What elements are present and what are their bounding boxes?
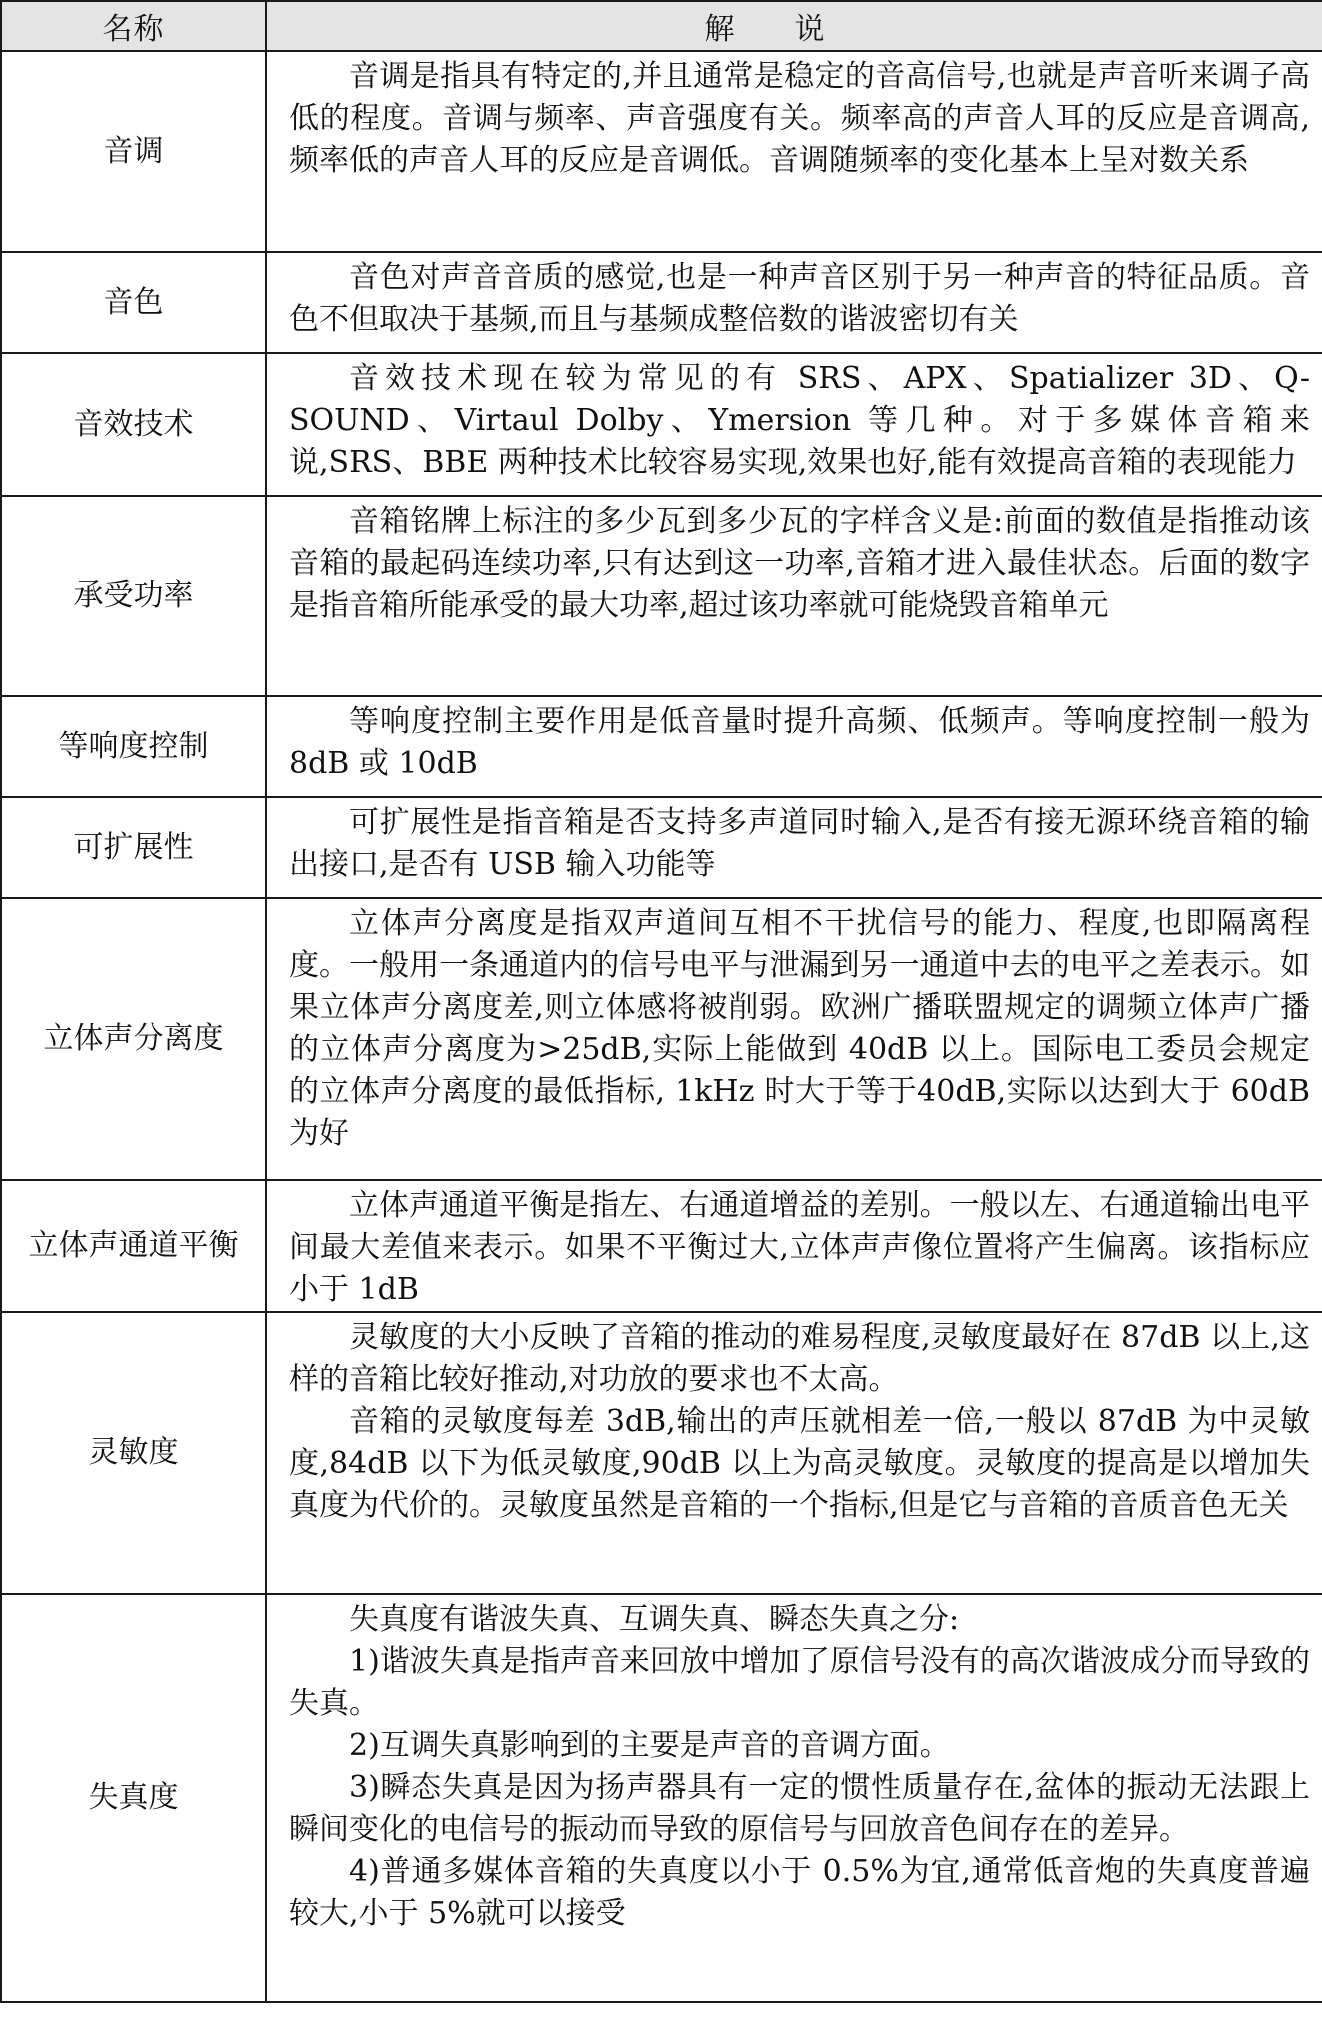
table-row — [1, 1180, 1322, 1312]
table-row — [1, 353, 1322, 496]
term-description: 立体声通道平衡是指左、右通道增益的差别。一般以左、右通道输出电平间最大差值来表示。如果不平衡过大,立体声声像位置将产生偏离。该指标应小于 1dB — [266, 1180, 1322, 1312]
table-row — [1, 496, 1322, 696]
table-row — [1, 51, 1322, 252]
term-name: 立体声分离度 — [1, 898, 266, 1180]
table-row — [1, 1594, 1322, 2002]
term-description: 音色对声音音质的感觉,也是一种声音区别于另一种声音的特征品质。音色不但取决于基频,而且与基频成整倍数的谐波密切有关 — [266, 252, 1322, 353]
term-name: 音效技术 — [1, 353, 266, 496]
term-description: 音效技术现在较为常见的有 SRS、APX、Spatializer 3D、Q-SOUND、Virtaul Dolby、Ymersion 等几种。对于多媒体音箱来说,SRS、BBE 两种技术比较容易实现,效果也好,能有效提高音箱的表现能力 — [266, 353, 1322, 496]
term-description: 灵敏度的大小反映了音箱的推动的难易程度,灵敏度最好在 87dB 以上,这样的音箱比较好推动,对功放的要求也不太高。 音箱的灵敏度每差 3dB,输出的声压就相差一倍,一般以 87dB 为中灵敏度,84dB 以下为低灵敏度,90dB 以上为高灵敏度。灵敏度的提高是以增加失真度为代价的。灵敏度虽然是音箱的一个指标,但是它与音箱的音质音色无关 — [266, 1312, 1322, 1594]
header-desc: 解说 — [266, 1, 1322, 51]
table-row — [1, 797, 1322, 898]
term-name: 等响度控制 — [1, 696, 266, 797]
header-row — [1, 1, 1322, 51]
term-name: 失真度 — [1, 1594, 266, 2002]
term-name: 承受功率 — [1, 496, 266, 696]
term-name: 可扩展性 — [1, 797, 266, 898]
table-row — [1, 696, 1322, 797]
term-description: 可扩展性是指音箱是否支持多声道同时输入,是否有接无源环绕音箱的输出接口,是否有 USB 输入功能等 — [266, 797, 1322, 898]
table-row — [1, 1312, 1322, 1594]
term-description: 失真度有谐波失真、互调失真、瞬态失真之分: 1)谐波失真是指声音来回放中增加了原信号没有的高次谐波成分而导致的失真。 2)互调失真影响到的主要是声音的音调方面。 3)瞬态失真是因为扬声器具有一定的惯性质量存在,盆体的振动无法跟上瞬间变化的电信号的振动而导致的原信号与回放音色间存在的差异。 4)普通多媒体音箱的失真度以小于 0.5%为宜,通常低音炮的失真度普遍较大,小于 5%就可以接受 — [266, 1594, 1322, 2002]
term-name: 立体声通道平衡 — [1, 1180, 266, 1312]
table-row — [1, 898, 1322, 1180]
term-description: 等响度控制主要作用是低音量时提升高频、低频声。等响度控制一般为 8dB 或 10dB — [266, 696, 1322, 797]
term-name: 音色 — [1, 252, 266, 353]
header-name: 名称 — [1, 1, 266, 51]
term-description: 立体声分离度是指双声道间互相不干扰信号的能力、程度,也即隔离程度。一般用一条通道内的信号电平与泄漏到另一通道中去的电平之差表示。如果立体声分离度差,则立体感将被削弱。欧洲广播联盟规定的调频立体声广播的立体声分离度为>25dB,实际上能做到 40dB 以上。国际电工委员会规定的立体声分离度的最低指标, 1kHz 时大于等于40dB,实际以达到大于 60dB 为好 — [266, 898, 1322, 1180]
term-description: 音调是指具有特定的,并且通常是稳定的音高信号,也就是声音听来调子高低的程度。音调与频率、声音强度有关。频率高的声音人耳的反应是音调高,频率低的声音人耳的反应是音调低。音调随频率的变化基本上呈对数关系 — [266, 51, 1322, 252]
term-name: 音调 — [1, 51, 266, 252]
term-description: 音箱铭牌上标注的多少瓦到多少瓦的字样含义是:前面的数值是指推动该音箱的最起码连续功率,只有达到这一功率,音箱才进入最佳状态。后面的数字是指音箱所能承受的最大功率,超过该功率就可能烧毁音箱单元 — [266, 496, 1322, 696]
term-name: 灵敏度 — [1, 1312, 266, 1594]
table-row — [1, 252, 1322, 353]
